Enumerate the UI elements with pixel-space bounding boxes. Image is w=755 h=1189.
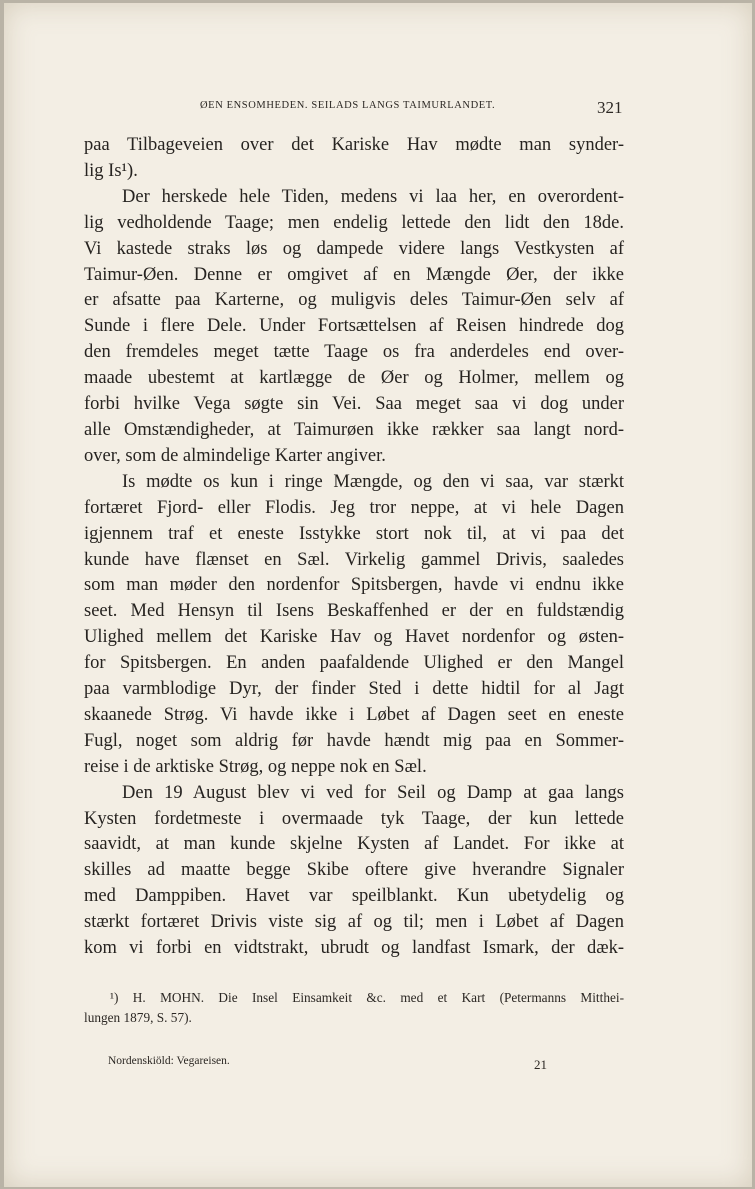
- body-text: [84, 133, 624, 962]
- paragraph: [84, 781, 624, 962]
- text-line: den fremdeles meget tætte Taage os fra anderdeles end over-: [84, 342, 624, 363]
- running-title: ØEN ENSOMHEDEN. SEILADS LANGS TAIMURLANDET.: [200, 100, 496, 111]
- text-line: Taimur-Øen. Denne er omgivet af en Mængde Øer, der ikke: [84, 264, 624, 285]
- text-line: lig Is¹).: [84, 160, 138, 181]
- text-line: seet. Med Hensyn til Isens Beskaffenhed er der en fuldstændig: [84, 601, 624, 622]
- text-line: Vi kastede straks løs og dampede videre langs Vestkysten af: [84, 238, 624, 259]
- text-line: Ulighed mellem det Kariske Hav og Havet nordenfor og østen-: [84, 627, 624, 648]
- paragraph: [84, 185, 624, 470]
- text-line: alle Omstændigheder, at Taimurøen ikke rækker saa langt nord-: [84, 419, 624, 440]
- text-line: skilles ad maatte begge Skibe oftere give hverandre Signaler: [84, 860, 624, 881]
- footnote-line: ¹) H. MOHN. Die Insel Einsamkeit &c. med et Kart (Petermanns Mitthei-: [110, 990, 624, 1005]
- text-line: paa varmblodige Dyr, der finder Sted i dette hidtil for al Jagt: [84, 679, 624, 700]
- footnote: [84, 988, 624, 1028]
- text-line: kom vi forbi en vidtstrakt, ubrudt og landfast Ismark, der dæk-: [84, 938, 624, 959]
- paragraph: [84, 133, 624, 185]
- text-line: med Damppiben. Havet var speilblankt. Kun ubetydelig og: [84, 886, 624, 907]
- signature-mark: Nordenskiöld: Vegareisen.: [108, 1055, 230, 1067]
- text-line: er afsatte paa Karterne, og muligvis deles Taimur-Øen selv af: [84, 290, 624, 311]
- text-line: forbi hvilke Vega søgte sin Vei. Saa meget saa vi dog under: [84, 394, 624, 415]
- text-line: over, som de almindelige Karter angiver.: [84, 445, 386, 466]
- page-number: 321: [597, 98, 623, 117]
- paragraph: [84, 470, 624, 781]
- signature-number: 21: [534, 1057, 547, 1072]
- page-footer: [4, 1055, 752, 1075]
- text-line: Kysten fordetmeste i overmaade tyk Taage, der kun lettede: [84, 808, 624, 829]
- text-line: reise i de arktiske Strøg, og neppe nok en Sæl.: [84, 756, 427, 777]
- text-line: Fugl, noget som aldrig før havde hændt mig paa en Sommer-: [84, 730, 624, 751]
- text-line: Sunde i flere Dele. Under Fortsættelsen af Reisen hindrede dog: [84, 316, 624, 337]
- text-line: for Spitsbergen. En anden paafaldende Ulighed er den Mangel: [84, 653, 624, 674]
- text-line: paa Tilbageveien over det Kariske Hav mødte man synder-: [84, 135, 624, 155]
- text-line: maade ubestemt at kartlægge de Øer og Holmer, mellem og: [84, 368, 624, 389]
- text-line: Is mødte os kun i ringe Mængde, og den vi saa, var stærkt: [122, 471, 624, 492]
- text-line: Den 19 August blev vi ved for Seil og Damp at gaa langs: [122, 782, 624, 803]
- text-line: saavidt, at man kunde skjelne Kysten af Landet. For ikke at: [84, 834, 624, 855]
- text-line: kunde have flænset en Sæl. Virkelig gammel Drivis, saaledes: [84, 549, 624, 570]
- text-line: stærkt fortæret Drivis viste sig af og til; men i Løbet af Dagen: [84, 912, 624, 933]
- text-line: fortæret Fjord- eller Flodis. Jeg tror neppe, at vi hele Dagen: [84, 497, 624, 518]
- text-line: som man møder den nordenfor Spitsbergen, havde vi endnu ikke: [84, 575, 624, 596]
- book-page: [4, 3, 752, 1187]
- text-line: igjennem traf et eneste Isstykke stort nok til, at vi paa det: [84, 523, 624, 544]
- text-line: lig vedholdende Taage; men endelig lettede den lidt den 18de.: [84, 212, 624, 233]
- footnote-line: lungen 1879, S. 57).: [84, 1010, 192, 1025]
- text-line: skaanede Strøg. Vi havde ikke i Løbet af Dagen seet en eneste: [84, 704, 624, 725]
- text-line: Der herskede hele Tiden, medens vi laa her, en overordent-: [122, 186, 624, 207]
- page-header: [4, 98, 752, 122]
